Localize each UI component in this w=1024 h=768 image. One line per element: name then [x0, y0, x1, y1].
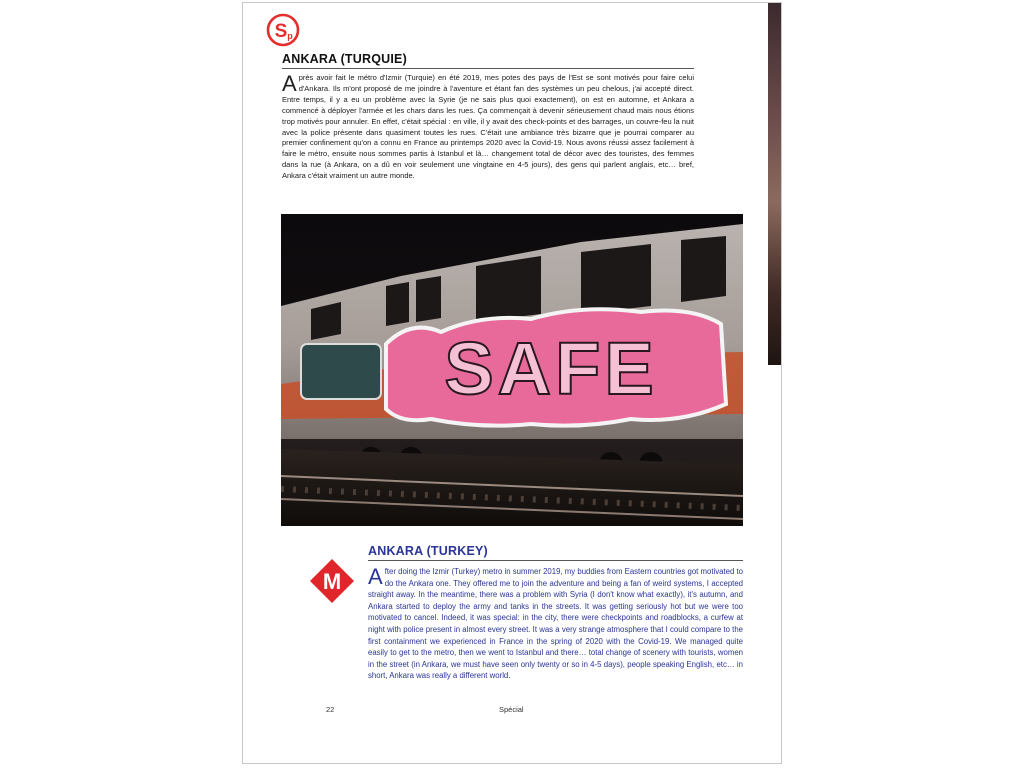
french-body-text: près avoir fait le métro d'Izmir (Turquie) en été 2019, mes potes des pays de l'Est se sont motivés pour faire celui d'Ankara. Ils m'ont proposé de me joindre à l'aventure et étant fan des systèmes un peu chelous, j'ai accepté direct. Entre temps, il y a eu un problème avec la Syrie (je ne sais plus quoi exactement), on est en automne, et Ankara a commencé à déployer l'armée et les chars dans les rues. Ça commençait à devenir sérieusement chaud mais nous étions trop motivés pour annuler. En effet, c'était spécial : en ville, il y avait des check-points et des barrages, un couvre-feu la nuit avec la police présente dans quasiment toutes les rues. C'était une ambiance très bizarre que je pourrai comparer au premier confinement qu'on a connu en France au printemps 2020 avec la Covid-19. Nous avons réussi assez facilement à faire le métro, ensuite nous sommes partis à Istanbul et là… changement total de décor avec des touristes, des femmes dans la rue (à Ankara, on a dû en voir seulement une vingtaine en 4-5 jours), des gens qui parlent anglais, etc… bref, Ankara c'était vraiment un autre monde.	[282, 73, 694, 181]
graffiti-piece-text: SAFE	[444, 327, 658, 410]
french-dropcap: A	[282, 71, 297, 96]
english-body-text: fter doing the Izmir (Turkey) metro in summer 2019, my buddies from Eastern countries got motivated to do the Ankara one. They offered me to join the adventure and being a fan of weird systems, I accepted straight away. In the meantime, there was a problem with Syria (I don't know what exactly), it's autumn, and Ankara started to deploy the army and tanks in the streets. It was getting seriously hot but we were too motivated to cancel. Indeed, it was special: in the city, there were checkpoints and roadblocks, a curfew at night with police present in almost every street. It was a very strange atmosphere that I could compare to the first containment we experienced in France in the spring of 2020 with the Covid-19. We managed quite easily to get to the metro, then we went to Istanbul and there… total change of scenery with tourists, women in the street (in Ankara, we must have seen only twenty or so in 4-5 days), people speaking English, etc… in short, Ankara was really a different world.	[368, 567, 743, 681]
sp-logo-icon	[266, 13, 300, 47]
metro-m-logo-icon	[308, 557, 356, 605]
metro-m-logo-letter: M	[322, 569, 342, 594]
english-article-body	[368, 566, 743, 682]
french-title-divider	[282, 68, 694, 69]
adjacent-page-photo-edge	[768, 3, 781, 365]
page-number: 22	[326, 705, 335, 714]
footer-section-label: Spécial	[499, 705, 524, 714]
french-article-body	[282, 73, 694, 182]
english-title-divider	[368, 560, 743, 561]
sp-logo-sub: p	[287, 31, 293, 41]
english-article-title: ANKARA (TURKEY)	[368, 544, 488, 558]
english-dropcap: A	[368, 564, 383, 589]
graffiti-train-photo	[281, 214, 743, 526]
french-article-title: ANKARA (TURQUIE)	[282, 52, 407, 66]
sp-logo-letter: S	[274, 21, 288, 42]
